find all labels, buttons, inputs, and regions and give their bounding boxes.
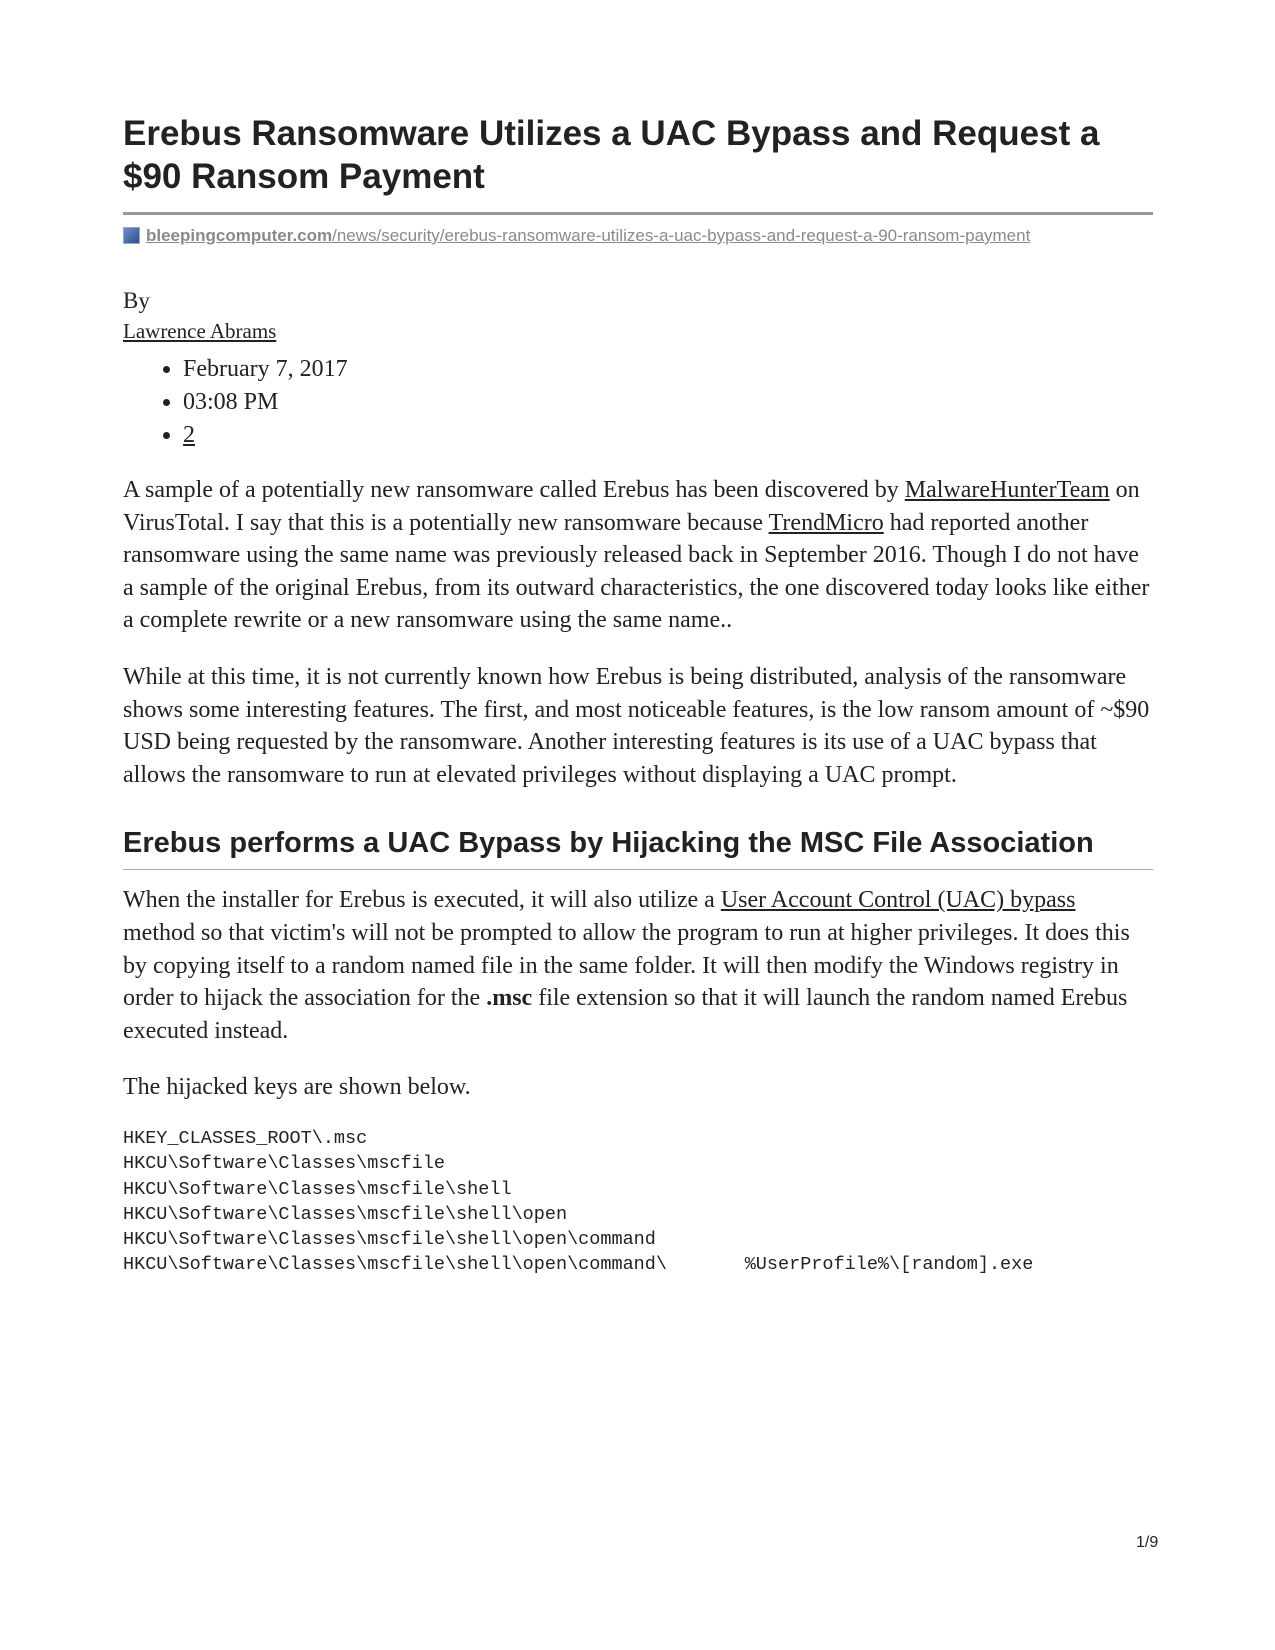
source-path: /news/security/erebus-ransomware-utilizes-a-uac-bypass-and-request-a-90-ransom-payment <box>332 226 1031 245</box>
article-title: Erebus Ransomware Utilizes a UAC Bypass and Request a $90 Ransom Payment <box>123 112 1153 215</box>
paragraph-keys-intro: The hijacked keys are shown below. <box>123 1074 471 1101</box>
text: When the installer for Erebus is executed, it will also utilize a <box>123 887 721 914</box>
text: file extension so that it will launch the random named Erebus executed instead. <box>123 985 1128 1044</box>
site-favicon-icon <box>123 227 140 244</box>
text: A sample of a potentially new ransomware called Erebus has been discovered by <box>123 477 905 503</box>
page-number: 1/9 <box>1136 1534 1159 1551</box>
paragraph-features: While at this time, it is not currently known how Erebus is being distributed, analysis of the ransomware shows some interesting features. The first, and most noticeable features, is the low ransom amount of ~$90 USD being requested by the ransomware. Another interesting features is its use of a UAC bypass that allows the ransomware to run at elevated privileges without displaying a UAC prompt. <box>123 663 1150 788</box>
comment-count <box>183 419 1153 452</box>
source-url <box>123 225 1153 247</box>
article-date: • February 7, 2017 <box>183 353 1153 386</box>
article-time: • 03:08 PM <box>183 386 1153 419</box>
author <box>123 317 1153 345</box>
msc-extension: .msc <box>486 985 533 1012</box>
registry-keys-code: HKEY_CLASSES_ROOT\.msc HKCU\Software\Classes\mscfile HKCU\Software\Classes\mscfile\shell HKCU\Software\Classes\mscfile\shell\open HKCU\Software\Classes\mscfile\shell\open\command HKCU\Software\Classes\mscfile\shell\open\command\ %UserProfile%\[random].exe <box>123 1127 1034 1276</box>
article <box>123 112 1153 1278</box>
text: method so that victim's will not be prompted to allow the program to run at higher privileges. It does this by copying itself to a random named file in the same folder. It will then modify the Windows registry in order to hijack the association for the <box>123 919 1130 1012</box>
malwarehunterteam-link[interactable]: MalwareHunterTeam <box>904 477 1110 503</box>
uac-bypass-link[interactable]: User Account Control (UAC) bypass <box>720 887 1076 914</box>
comments-link[interactable]: 2 <box>183 422 195 448</box>
article-meta <box>123 353 1153 452</box>
trendmicro-link[interactable]: TrendMicro <box>768 509 884 536</box>
text: had reported another ransomware using the same name was previously released back in September 2016. Though I do not have a sample of the original Erebus, from its outward characteristics, the one discovered today looks like either a complete rewrite or a new ransomware using the same name.. <box>123 509 1150 634</box>
text: on VirusTotal. I say that this is a potentially new ransomware because <box>123 477 1140 536</box>
source-link[interactable] <box>146 226 1030 245</box>
paragraph-intro <box>123 474 1153 637</box>
author-link[interactable]: Lawrence Abrams <box>123 319 277 343</box>
paragraph-uac-bypass <box>123 884 1153 1047</box>
source-host: bleepingcomputer.com <box>146 226 333 245</box>
byline-label: By <box>123 288 150 313</box>
section-heading: Erebus performs a UAC Bypass by Hijacking the MSC File Association <box>123 825 1153 870</box>
